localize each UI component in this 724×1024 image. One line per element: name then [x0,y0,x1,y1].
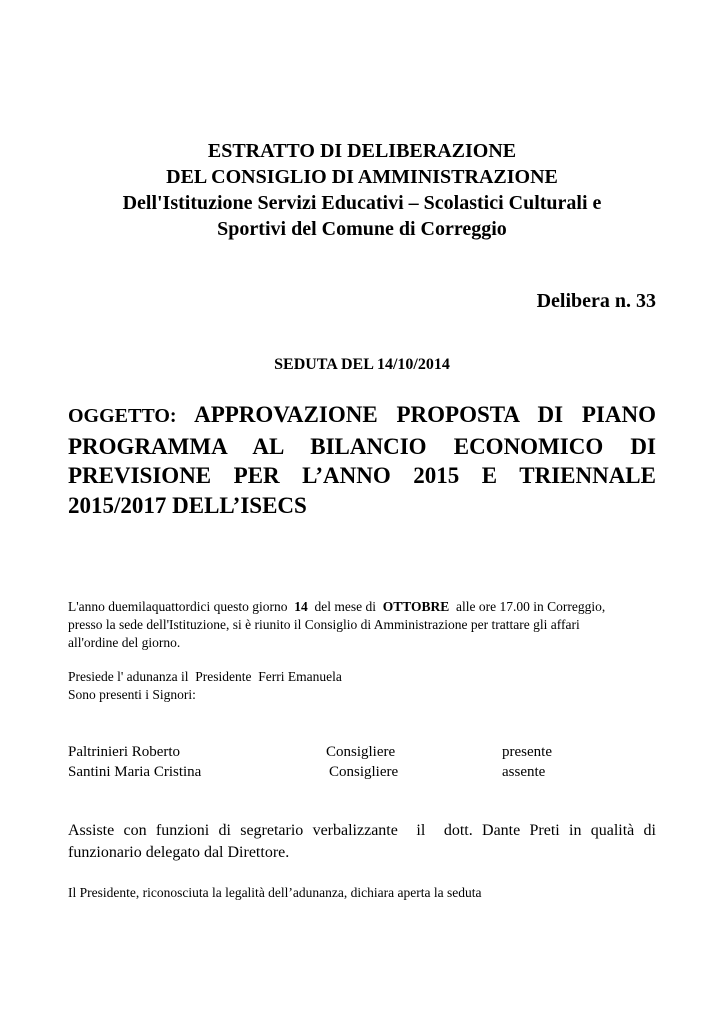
subject-block [68,400,656,520]
intro-line1 [68,598,660,616]
member-row [68,762,658,782]
intro-line3: all'ordine del giorno. [68,635,181,650]
document-header [60,138,664,242]
secretary-paragraph: Assiste con funzioni di segretario verbalizzante il dott. Dante Preti in qualità di funzionario delegato dal Direttore. [68,822,660,861]
session-date: SEDUTA DEL 14/10/2014 [274,356,450,373]
header-institution-line2: Sportivi del Comune di Correggio [217,218,507,240]
header-title: ESTRATTO DI DELIBERAZIONE [207,140,517,162]
attendees-intro: Sono presenti i Signori: [68,687,196,702]
intro-text-part3: alle ore 17.00 in Correggio, [456,599,606,614]
header-subtitle: DEL CONSIGLIO DI AMMINISTRAZIONE [166,166,558,188]
members-list [68,742,658,782]
header-institution-line1: Dell'Istituzione Servizi Educativi – Scolastici Culturali e [122,192,602,214]
intro-paragraph [68,598,660,652]
intro-text-part2: del mese di [314,599,376,614]
member-status: assente [502,764,546,780]
member-name: Paltrinieri Roberto [68,744,181,760]
member-status: presente [502,744,552,760]
intro-day: 14 [294,599,308,614]
intro-text-part1: L'anno duemilaquattordici questo giorno [68,599,288,614]
member-row [68,742,658,762]
presidency-line: Presiede l' adunanza il Presidente Ferri Emanuela [68,669,342,684]
member-role: Consigliere [326,744,396,760]
presidency-block [68,668,658,704]
closing-statement: Il Presidente, riconosciuta la legalità dell’adunanza, dichiara aperta la seduta [68,885,482,900]
subject-text: APPROVAZIONE PROPOSTA DI PIANO PROGRAMMA AL BILANCIO ECONOMICO DI PREVISIONE PER L’ANNO 2015 E TRIENNALE 2015/2017 DELL’ISECS [68,402,656,518]
intro-line2: presso la sede dell'Istituzione, si è riunito il Consiglio di Amministrazione per trattare gli affari [68,617,580,632]
intro-month: OTTOBRE [382,599,450,614]
member-role: Consigliere [329,764,399,780]
delibera-number: Delibera n. 33 [536,290,656,312]
subject-label: OGGETTO: [68,405,177,427]
member-name: Santini Maria Cristina [68,764,202,780]
